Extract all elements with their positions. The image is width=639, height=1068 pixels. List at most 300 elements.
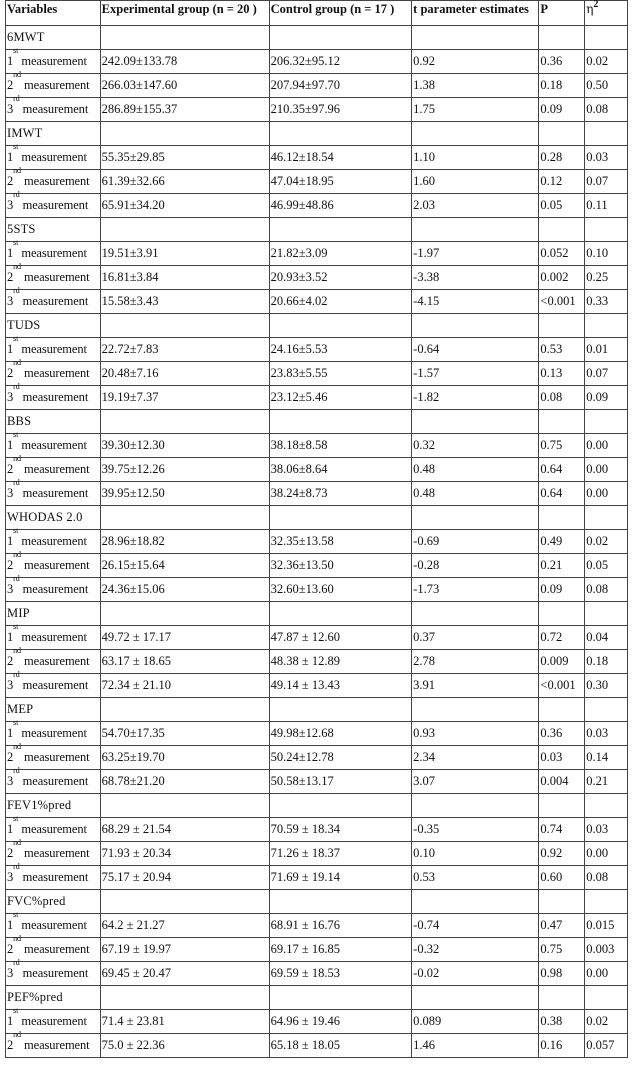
eta-squared-value: 0.03 bbox=[585, 146, 628, 170]
empty-cell bbox=[412, 698, 539, 722]
experimental-value: 55.35±29.85 bbox=[100, 146, 269, 170]
empty-cell bbox=[269, 314, 412, 338]
p-value: 0.92 bbox=[539, 842, 585, 866]
table-row bbox=[6, 962, 628, 986]
control-value: 38.18±8.58 bbox=[269, 434, 412, 458]
experimental-value: 15.58±3.43 bbox=[100, 290, 269, 314]
eta-squared-value: 0.11 bbox=[585, 194, 628, 218]
measurement-word: measurement bbox=[20, 558, 90, 572]
empty-cell bbox=[269, 122, 412, 146]
measurement-label bbox=[6, 478, 101, 506]
empty-cell bbox=[100, 410, 269, 434]
measurement-ordinal-suffix: st bbox=[13, 814, 19, 823]
empty-cell bbox=[412, 794, 539, 818]
measurement-ordinal-suffix: nd bbox=[13, 1030, 21, 1039]
p-value: 0.28 bbox=[539, 146, 585, 170]
p-value: 0.004 bbox=[539, 770, 585, 794]
eta-squared-value: 0.00 bbox=[585, 842, 628, 866]
measurement-ordinal-suffix: rd bbox=[13, 670, 20, 679]
empty-cell bbox=[412, 506, 539, 530]
t-value: -0.02 bbox=[412, 962, 539, 986]
measurement-word: measurement bbox=[19, 486, 89, 500]
eta-squared-value: 0.50 bbox=[585, 74, 628, 98]
measurement-number: 3 bbox=[7, 486, 14, 500]
empty-cell bbox=[269, 506, 412, 530]
empty-cell bbox=[100, 314, 269, 338]
table-row bbox=[6, 362, 628, 386]
empty-cell bbox=[412, 986, 539, 1010]
experimental-value: 68.78±21.20 bbox=[100, 770, 269, 794]
eta-squared-value: 0.09 bbox=[585, 386, 628, 410]
measurement-ordinal-suffix: rd bbox=[13, 766, 20, 775]
empty-cell bbox=[585, 410, 628, 434]
t-value: -1.73 bbox=[412, 578, 539, 602]
experimental-value: 266.03±147.60 bbox=[100, 74, 269, 98]
measurement-word: measurement bbox=[19, 102, 89, 116]
measurement-word: measurement bbox=[19, 390, 89, 404]
p-value: 0.05 bbox=[539, 194, 585, 218]
empty-cell bbox=[100, 26, 269, 50]
measurement-number: 2 bbox=[7, 654, 14, 668]
empty-cell bbox=[585, 890, 628, 914]
measurement-label bbox=[6, 286, 101, 314]
t-value: 1.10 bbox=[412, 146, 539, 170]
eta-squared-value: 0.30 bbox=[585, 674, 628, 698]
p-value: 0.002 bbox=[539, 266, 585, 290]
measurement-number: 1 bbox=[7, 150, 14, 164]
experimental-value: 242.09±133.78 bbox=[100, 50, 269, 74]
variable-name: TUDS bbox=[6, 314, 101, 338]
measurement-word: measurement bbox=[18, 438, 87, 452]
measurement-word: measurement bbox=[19, 870, 89, 884]
measurement-number: 2 bbox=[7, 462, 14, 476]
group-row bbox=[6, 506, 628, 530]
measurement-word: measurement bbox=[20, 654, 90, 668]
control-value: 48.38 ± 12.89 bbox=[269, 650, 412, 674]
measurement-ordinal-suffix: nd bbox=[13, 358, 21, 367]
experimental-value: 19.51±3.91 bbox=[100, 242, 269, 266]
experimental-value: 67.19 ± 19.97 bbox=[100, 938, 269, 962]
t-value: 1.46 bbox=[412, 1034, 539, 1058]
empty-cell bbox=[412, 410, 539, 434]
measurement-label bbox=[6, 574, 101, 602]
variable-name: 5STS bbox=[6, 218, 101, 242]
measurement-ordinal-suffix: nd bbox=[13, 70, 21, 79]
table-row bbox=[6, 818, 628, 842]
experimental-value: 39.95±12.50 bbox=[100, 482, 269, 506]
measurement-number: 1 bbox=[7, 822, 14, 836]
p-value: 0.08 bbox=[539, 386, 585, 410]
experimental-value: 63.17 ± 18.65 bbox=[100, 650, 269, 674]
p-value: 0.74 bbox=[539, 818, 585, 842]
measurement-ordinal-suffix: rd bbox=[13, 94, 20, 103]
empty-cell bbox=[539, 794, 585, 818]
empty-cell bbox=[539, 314, 585, 338]
measurement-ordinal-suffix: nd bbox=[13, 262, 21, 271]
p-value: 0.47 bbox=[539, 914, 585, 938]
p-value: 0.09 bbox=[539, 578, 585, 602]
empty-cell bbox=[585, 218, 628, 242]
measurement-label bbox=[6, 1030, 101, 1058]
t-value: -0.32 bbox=[412, 938, 539, 962]
table-row bbox=[6, 746, 628, 770]
empty-cell bbox=[100, 794, 269, 818]
empty-cell bbox=[539, 698, 585, 722]
p-value: 0.21 bbox=[539, 554, 585, 578]
measurement-label bbox=[6, 766, 101, 794]
control-value: 47.04±18.95 bbox=[269, 170, 412, 194]
t-value: -4.15 bbox=[412, 290, 539, 314]
p-value: 0.75 bbox=[539, 938, 585, 962]
measurement-ordinal-suffix: st bbox=[13, 334, 19, 343]
empty-cell bbox=[585, 122, 628, 146]
experimental-value: 65.91±34.20 bbox=[100, 194, 269, 218]
measurement-word: measurement bbox=[20, 462, 90, 476]
t-value: 0.48 bbox=[412, 458, 539, 482]
empty-cell bbox=[269, 410, 412, 434]
control-value: 21.82±3.09 bbox=[269, 242, 412, 266]
eta-squared-value: 0.10 bbox=[585, 242, 628, 266]
measurement-ordinal-suffix: rd bbox=[13, 574, 20, 583]
p-value: 0.16 bbox=[539, 1034, 585, 1058]
eta-squared-value: 0.04 bbox=[585, 626, 628, 650]
eta-squared-value: 0.02 bbox=[585, 50, 628, 74]
measurement-number: 1 bbox=[7, 726, 14, 740]
measurement-ordinal-suffix: st bbox=[13, 1006, 19, 1015]
empty-cell bbox=[269, 218, 412, 242]
measurement-ordinal-suffix: st bbox=[13, 238, 19, 247]
t-value: -3.38 bbox=[412, 266, 539, 290]
control-value: 64.96 ± 19.46 bbox=[269, 1010, 412, 1034]
experimental-value: 61.39±32.66 bbox=[100, 170, 269, 194]
table-row bbox=[6, 266, 628, 290]
table-row bbox=[6, 386, 628, 410]
control-value: 32.35±13.58 bbox=[269, 530, 412, 554]
control-value: 210.35±97.96 bbox=[269, 98, 412, 122]
experimental-value: 68.29 ± 21.54 bbox=[100, 818, 269, 842]
table-row bbox=[6, 98, 628, 122]
experimental-value: 72.34 ± 21.10 bbox=[100, 674, 269, 698]
experimental-value: 22.72±7.83 bbox=[100, 338, 269, 362]
eta-symbol: η bbox=[586, 2, 594, 16]
measurement-ordinal-suffix: nd bbox=[13, 934, 21, 943]
measurement-number: 1 bbox=[7, 918, 14, 932]
control-value: 47.87 ± 12.60 bbox=[269, 626, 412, 650]
empty-cell bbox=[412, 122, 539, 146]
empty-cell bbox=[100, 218, 269, 242]
table-row bbox=[6, 770, 628, 794]
p-value: <0.001 bbox=[539, 674, 585, 698]
experimental-value: 69.45 ± 20.47 bbox=[100, 962, 269, 986]
empty-cell bbox=[585, 26, 628, 50]
control-value: 71.26 ± 18.37 bbox=[269, 842, 412, 866]
eta-squared-value: 0.33 bbox=[585, 290, 628, 314]
table-row bbox=[6, 50, 628, 74]
eta-squared-value: 0.00 bbox=[585, 458, 628, 482]
t-value: 0.089 bbox=[412, 1010, 539, 1034]
measurement-number: 2 bbox=[7, 270, 14, 284]
t-value: 0.37 bbox=[412, 626, 539, 650]
t-value: 0.10 bbox=[412, 842, 539, 866]
control-value: 207.94±97.70 bbox=[269, 74, 412, 98]
measurement-label bbox=[6, 190, 101, 218]
measurement-number: 3 bbox=[7, 966, 14, 980]
p-value: 0.18 bbox=[539, 74, 585, 98]
t-value: -1.82 bbox=[412, 386, 539, 410]
measurement-number: 3 bbox=[7, 198, 14, 212]
control-value: 24.16±5.53 bbox=[269, 338, 412, 362]
measurement-ordinal-suffix: rd bbox=[13, 478, 20, 487]
t-value: -0.74 bbox=[412, 914, 539, 938]
table-row bbox=[6, 434, 628, 458]
measurement-number: 1 bbox=[7, 246, 14, 260]
measurement-ordinal-suffix: nd bbox=[13, 550, 21, 559]
measurement-number: 2 bbox=[7, 1038, 14, 1052]
control-value: 46.99±48.86 bbox=[269, 194, 412, 218]
control-value: 65.18 ± 18.05 bbox=[269, 1034, 412, 1058]
empty-cell bbox=[100, 698, 269, 722]
header-p: P bbox=[539, 1, 585, 26]
group-row bbox=[6, 26, 628, 50]
measurement-number: 2 bbox=[7, 78, 14, 92]
measurement-word: measurement bbox=[18, 534, 87, 548]
experimental-value: 28.96±18.82 bbox=[100, 530, 269, 554]
experimental-value: 19.19±7.37 bbox=[100, 386, 269, 410]
header-control: Control group (n = 17 ) bbox=[269, 1, 412, 26]
empty-cell bbox=[539, 218, 585, 242]
control-value: 23.12±5.46 bbox=[269, 386, 412, 410]
t-value: -0.64 bbox=[412, 338, 539, 362]
empty-cell bbox=[269, 890, 412, 914]
measurement-number: 3 bbox=[7, 102, 14, 116]
measurement-number: 2 bbox=[7, 750, 14, 764]
eta-squared-value: 0.14 bbox=[585, 746, 628, 770]
empty-cell bbox=[585, 698, 628, 722]
measurement-word: measurement bbox=[19, 198, 89, 212]
control-value: 69.17 ± 16.85 bbox=[269, 938, 412, 962]
results-table bbox=[5, 0, 628, 1058]
measurement-number: 3 bbox=[7, 390, 14, 404]
empty-cell bbox=[100, 986, 269, 1010]
experimental-value: 26.15±15.64 bbox=[100, 554, 269, 578]
eta-squared-value: 0.03 bbox=[585, 818, 628, 842]
measurement-ordinal-suffix: st bbox=[13, 622, 19, 631]
measurement-number: 2 bbox=[7, 942, 14, 956]
measurement-word: measurement bbox=[18, 822, 87, 836]
table-row bbox=[6, 1034, 628, 1058]
measurement-word: measurement bbox=[18, 1014, 87, 1028]
table-row bbox=[6, 74, 628, 98]
measurement-ordinal-suffix: nd bbox=[13, 454, 21, 463]
empty-cell bbox=[100, 122, 269, 146]
p-value: 0.98 bbox=[539, 962, 585, 986]
t-value: 3.91 bbox=[412, 674, 539, 698]
p-value: 0.052 bbox=[539, 242, 585, 266]
empty-cell bbox=[539, 122, 585, 146]
experimental-value: 16.81±3.84 bbox=[100, 266, 269, 290]
empty-cell bbox=[412, 26, 539, 50]
empty-cell bbox=[100, 506, 269, 530]
control-value: 69.59 ± 18.53 bbox=[269, 962, 412, 986]
group-row bbox=[6, 410, 628, 434]
table-row bbox=[6, 290, 628, 314]
group-row bbox=[6, 986, 628, 1010]
t-value: -1.57 bbox=[412, 362, 539, 386]
measurement-word: measurement bbox=[19, 678, 89, 692]
table-row bbox=[6, 866, 628, 890]
p-value: 0.49 bbox=[539, 530, 585, 554]
measurement-word: measurement bbox=[20, 942, 90, 956]
measurement-ordinal-suffix: rd bbox=[13, 862, 20, 871]
empty-cell bbox=[412, 602, 539, 626]
t-value: -0.69 bbox=[412, 530, 539, 554]
measurement-word: measurement bbox=[19, 774, 89, 788]
table-row bbox=[6, 530, 628, 554]
empty-cell bbox=[539, 986, 585, 1010]
eta-squared-value: 0.21 bbox=[585, 770, 628, 794]
measurement-number: 2 bbox=[7, 174, 14, 188]
eta-squared-value: 0.00 bbox=[585, 434, 628, 458]
experimental-value: 63.25±19.70 bbox=[100, 746, 269, 770]
measurement-number: 3 bbox=[7, 870, 14, 884]
measurement-number: 1 bbox=[7, 342, 14, 356]
measurement-number: 1 bbox=[7, 630, 14, 644]
header-t-parameter: t parameter estimates bbox=[412, 1, 539, 26]
eta-squared-value: 0.05 bbox=[585, 554, 628, 578]
group-row bbox=[6, 602, 628, 626]
control-value: 50.24±12.78 bbox=[269, 746, 412, 770]
measurement-word: measurement bbox=[19, 582, 89, 596]
measurement-number: 2 bbox=[7, 366, 14, 380]
measurement-number: 1 bbox=[7, 534, 14, 548]
measurement-number: 1 bbox=[7, 54, 14, 68]
control-value: 68.91 ± 16.76 bbox=[269, 914, 412, 938]
eta-squared-value: 0.015 bbox=[585, 914, 628, 938]
measurement-number: 3 bbox=[7, 774, 14, 788]
eta-squared-value: 0.08 bbox=[585, 98, 628, 122]
table-row bbox=[6, 722, 628, 746]
measurement-word: measurement bbox=[19, 966, 89, 980]
p-value: 0.36 bbox=[539, 722, 585, 746]
measurement-word: measurement bbox=[18, 246, 87, 260]
eta-squared-value: 0.003 bbox=[585, 938, 628, 962]
t-value: 3.07 bbox=[412, 770, 539, 794]
measurement-word: measurement bbox=[20, 174, 90, 188]
header-variables: Variables bbox=[6, 1, 101, 26]
empty-cell bbox=[412, 314, 539, 338]
empty-cell bbox=[539, 890, 585, 914]
eta-squared-value: 0.18 bbox=[585, 650, 628, 674]
p-value: 0.09 bbox=[539, 98, 585, 122]
control-value: 32.36±13.50 bbox=[269, 554, 412, 578]
table-header bbox=[6, 1, 628, 26]
t-value: -0.35 bbox=[412, 818, 539, 842]
control-value: 38.24±8.73 bbox=[269, 482, 412, 506]
measurement-word: measurement bbox=[18, 726, 87, 740]
empty-cell bbox=[269, 602, 412, 626]
measurement-word: measurement bbox=[20, 78, 90, 92]
p-value: 0.64 bbox=[539, 458, 585, 482]
empty-cell bbox=[269, 26, 412, 50]
t-value: 2.34 bbox=[412, 746, 539, 770]
empty-cell bbox=[585, 314, 628, 338]
measurement-ordinal-suffix: st bbox=[13, 46, 19, 55]
measurement-label bbox=[6, 382, 101, 410]
variable-name: FVC%pred bbox=[6, 890, 101, 914]
empty-cell bbox=[269, 698, 412, 722]
measurement-ordinal-suffix: st bbox=[13, 910, 19, 919]
t-value: 2.03 bbox=[412, 194, 539, 218]
measurement-ordinal-suffix: st bbox=[13, 718, 19, 727]
t-value: 0.48 bbox=[412, 482, 539, 506]
variable-name: 6MWT bbox=[6, 26, 101, 50]
variable-name: MEP bbox=[6, 698, 101, 722]
measurement-ordinal-suffix: st bbox=[13, 142, 19, 151]
measurement-number: 1 bbox=[7, 438, 14, 452]
control-value: 50.58±13.17 bbox=[269, 770, 412, 794]
table-row bbox=[6, 242, 628, 266]
table-row bbox=[6, 146, 628, 170]
variable-name: FEV1%pred bbox=[6, 794, 101, 818]
table-row bbox=[6, 1010, 628, 1034]
table-row bbox=[6, 458, 628, 482]
eta-squared-value: 0.00 bbox=[585, 962, 628, 986]
p-value: 0.72 bbox=[539, 626, 585, 650]
measurement-ordinal-suffix: nd bbox=[13, 838, 21, 847]
control-value: 49.14 ± 13.43 bbox=[269, 674, 412, 698]
empty-cell bbox=[539, 506, 585, 530]
empty-cell bbox=[100, 602, 269, 626]
experimental-value: 20.48±7.16 bbox=[100, 362, 269, 386]
measurement-label bbox=[6, 958, 101, 986]
measurement-word: measurement bbox=[18, 150, 87, 164]
eta-squared-value: 0.08 bbox=[585, 866, 628, 890]
eta-squared-value: 0.01 bbox=[585, 338, 628, 362]
table-row bbox=[6, 674, 628, 698]
p-value: 0.13 bbox=[539, 362, 585, 386]
empty-cell bbox=[412, 890, 539, 914]
p-value: 0.36 bbox=[539, 50, 585, 74]
group-row bbox=[6, 314, 628, 338]
measurement-number: 3 bbox=[7, 582, 14, 596]
t-value: -1.97 bbox=[412, 242, 539, 266]
measurement-ordinal-suffix: rd bbox=[13, 286, 20, 295]
eta-squared-value: 0.08 bbox=[585, 578, 628, 602]
empty-cell bbox=[100, 890, 269, 914]
table-container bbox=[5, 0, 634, 1058]
t-value: 0.32 bbox=[412, 434, 539, 458]
measurement-word: measurement bbox=[20, 366, 90, 380]
eta-squared-value: 0.057 bbox=[585, 1034, 628, 1058]
t-value: 0.92 bbox=[412, 50, 539, 74]
experimental-value: 39.75±12.26 bbox=[100, 458, 269, 482]
measurement-word: measurement bbox=[18, 342, 87, 356]
measurement-ordinal-suffix: rd bbox=[13, 190, 20, 199]
empty-cell bbox=[412, 218, 539, 242]
table-row bbox=[6, 626, 628, 650]
measurement-number: 2 bbox=[7, 846, 14, 860]
experimental-value: 24.36±15.06 bbox=[100, 578, 269, 602]
eta-squared-value: 0.25 bbox=[585, 266, 628, 290]
empty-cell bbox=[585, 986, 628, 1010]
eta-squared-value: 0.07 bbox=[585, 170, 628, 194]
eta-squared-value: 0.00 bbox=[585, 482, 628, 506]
experimental-value: 39.30±12.30 bbox=[100, 434, 269, 458]
table-row bbox=[6, 554, 628, 578]
header-row bbox=[6, 1, 628, 26]
p-value: 0.12 bbox=[539, 170, 585, 194]
measurement-word: measurement bbox=[20, 846, 90, 860]
